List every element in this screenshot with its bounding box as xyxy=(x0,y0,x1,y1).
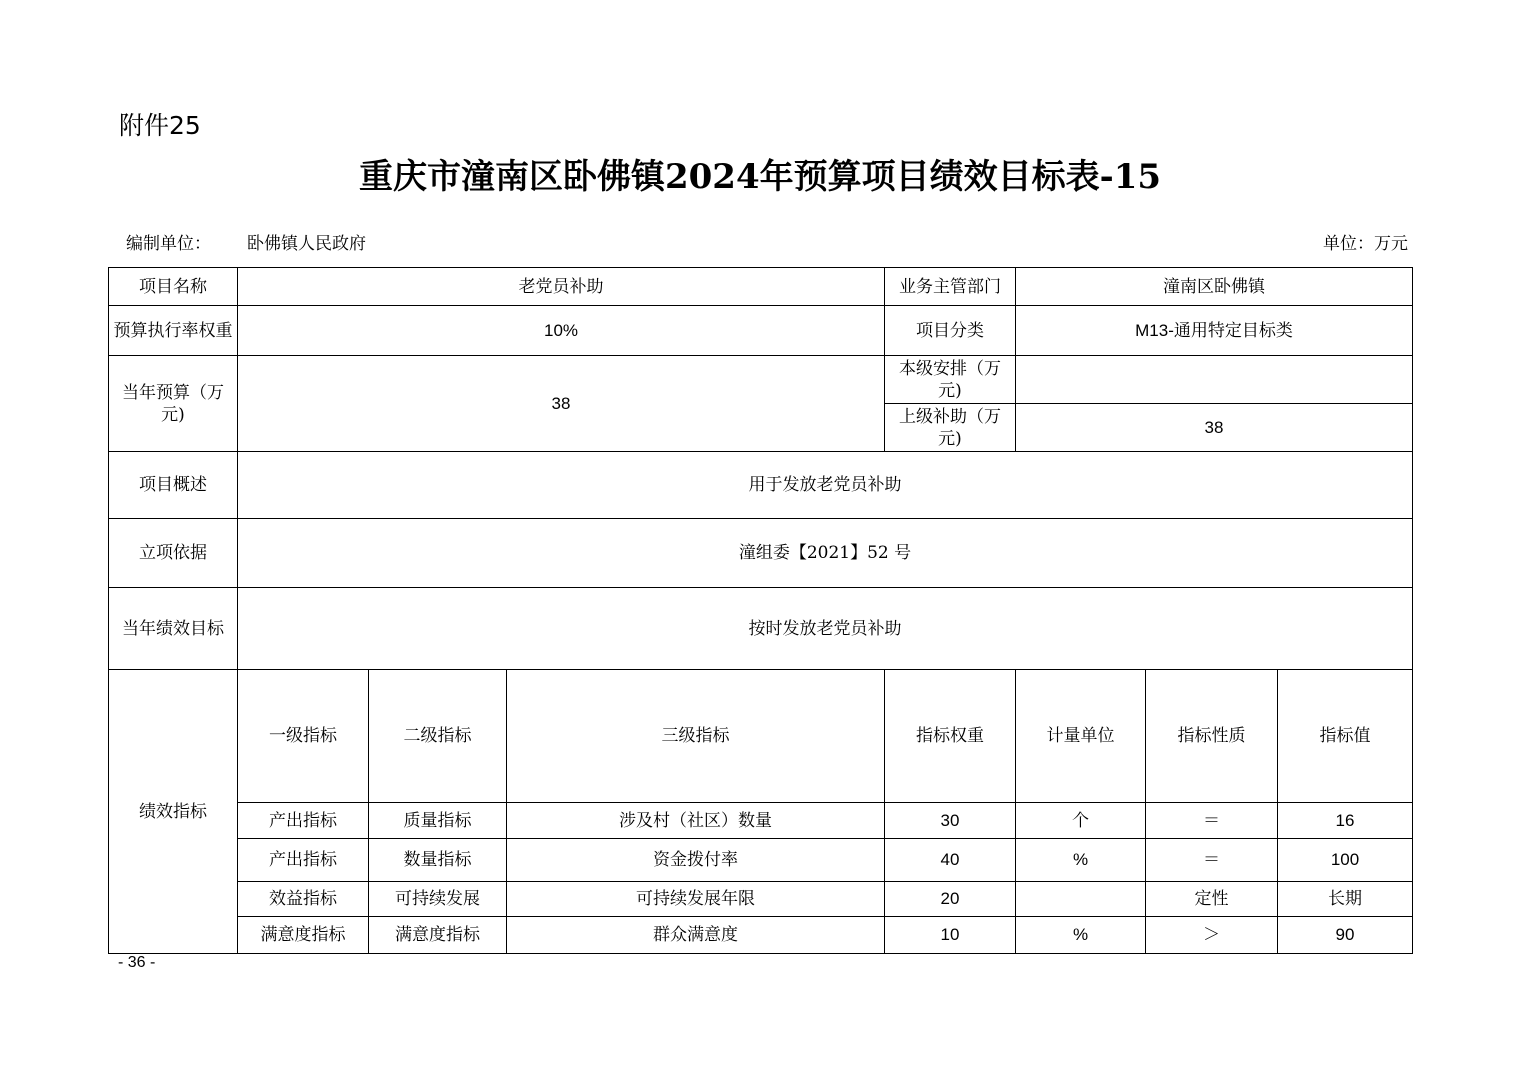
indicator-nature: ＝ xyxy=(1146,839,1278,882)
header-nature: 指标性质 xyxy=(1146,670,1278,803)
table-row xyxy=(109,803,1413,839)
local-value xyxy=(1016,356,1413,404)
superior-value: 38 xyxy=(1016,404,1413,452)
indicator-level3: 涉及村（社区）数量 xyxy=(507,803,885,839)
indicator-header-row xyxy=(109,670,1413,803)
page-number: - 36 - xyxy=(118,954,156,971)
superior-label: 上级补助（万元) xyxy=(885,404,1016,452)
category-label: 项目分类 xyxy=(885,306,1016,356)
indicator-weight: 20 xyxy=(885,882,1016,917)
indicator-nature: ＝ xyxy=(1146,803,1278,839)
category-value: M13-通用特定目标类 xyxy=(1016,306,1413,356)
table-row xyxy=(109,882,1413,917)
indicator-weight: 30 xyxy=(885,803,1016,839)
table-row xyxy=(109,917,1413,954)
indicator-unit xyxy=(1016,882,1146,917)
basis-label: 立项依据 xyxy=(109,519,238,588)
header-level3: 三级指标 xyxy=(507,670,885,803)
table-row xyxy=(109,356,1413,404)
indicator-unit: 个 xyxy=(1016,803,1146,839)
goal-value: 按时发放老党员补助 xyxy=(238,588,1413,670)
budget-value: 38 xyxy=(238,356,885,452)
indicator-weight: 10 xyxy=(885,917,1016,954)
table-row xyxy=(109,452,1413,519)
project-name-value: 老党员补助 xyxy=(238,268,885,306)
indicator-level2: 质量指标 xyxy=(369,803,507,839)
overview-label: 项目概述 xyxy=(109,452,238,519)
indicator-level3: 资金拨付率 xyxy=(507,839,885,882)
table-row xyxy=(109,306,1413,356)
indicator-weight: 40 xyxy=(885,839,1016,882)
table-row xyxy=(109,268,1413,306)
indicator-level1: 产出指标 xyxy=(238,839,369,882)
compiling-unit xyxy=(126,232,366,256)
local-label: 本级安排（万元) xyxy=(885,356,1016,404)
unit-label: 单位：万元 xyxy=(1323,234,1408,254)
indicator-value: 长期 xyxy=(1278,882,1413,917)
indicator-unit: % xyxy=(1016,839,1146,882)
indicator-level1: 效益指标 xyxy=(238,882,369,917)
goal-label: 当年绩效目标 xyxy=(109,588,238,670)
indicator-level1: 满意度指标 xyxy=(238,917,369,954)
basis-value: 潼组委【2021】52 号 xyxy=(238,519,1413,588)
header-weight: 指标权重 xyxy=(885,670,1016,803)
table-row xyxy=(109,839,1413,882)
page-title: 重庆市潼南区卧佛镇2024年预算项目绩效目标表-15 xyxy=(358,157,1162,197)
indicator-nature: 定性 xyxy=(1146,882,1278,917)
header-unit: 计量单位 xyxy=(1016,670,1146,803)
indicator-level3: 群众满意度 xyxy=(507,917,885,954)
dept-value: 潼南区卧佛镇 xyxy=(1016,268,1413,306)
indicator-value: 16 xyxy=(1278,803,1413,839)
budget-label: 当年预算（万元) xyxy=(109,356,238,452)
indicator-nature: ＞ xyxy=(1146,917,1278,954)
compiling-unit-label: 编制单位： xyxy=(126,234,211,254)
indicator-level3: 可持续发展年限 xyxy=(507,882,885,917)
overview-value: 用于发放老党员补助 xyxy=(238,452,1413,519)
indicator-value: 90 xyxy=(1278,917,1413,954)
project-name-label: 项目名称 xyxy=(109,268,238,306)
table-row xyxy=(109,519,1413,588)
indicator-level1: 产出指标 xyxy=(238,803,369,839)
indicator-level2: 可持续发展 xyxy=(369,882,507,917)
indicators-label: 绩效指标 xyxy=(109,670,238,954)
indicator-level2: 满意度指标 xyxy=(369,917,507,954)
attachment-label: 附件25 xyxy=(119,111,201,140)
exec-rate-label: 预算执行率权重 xyxy=(109,306,238,356)
exec-rate-value: 10% xyxy=(238,306,885,356)
indicator-value: 100 xyxy=(1278,839,1413,882)
compiling-unit-value: 卧佛镇人民政府 xyxy=(247,234,366,254)
dept-label: 业务主管部门 xyxy=(885,268,1016,306)
header-level2: 二级指标 xyxy=(369,670,507,803)
indicator-unit: % xyxy=(1016,917,1146,954)
header-level1: 一级指标 xyxy=(238,670,369,803)
indicator-level2: 数量指标 xyxy=(369,839,507,882)
header-value: 指标值 xyxy=(1278,670,1413,803)
table-row xyxy=(109,588,1413,670)
performance-table xyxy=(108,267,1413,954)
